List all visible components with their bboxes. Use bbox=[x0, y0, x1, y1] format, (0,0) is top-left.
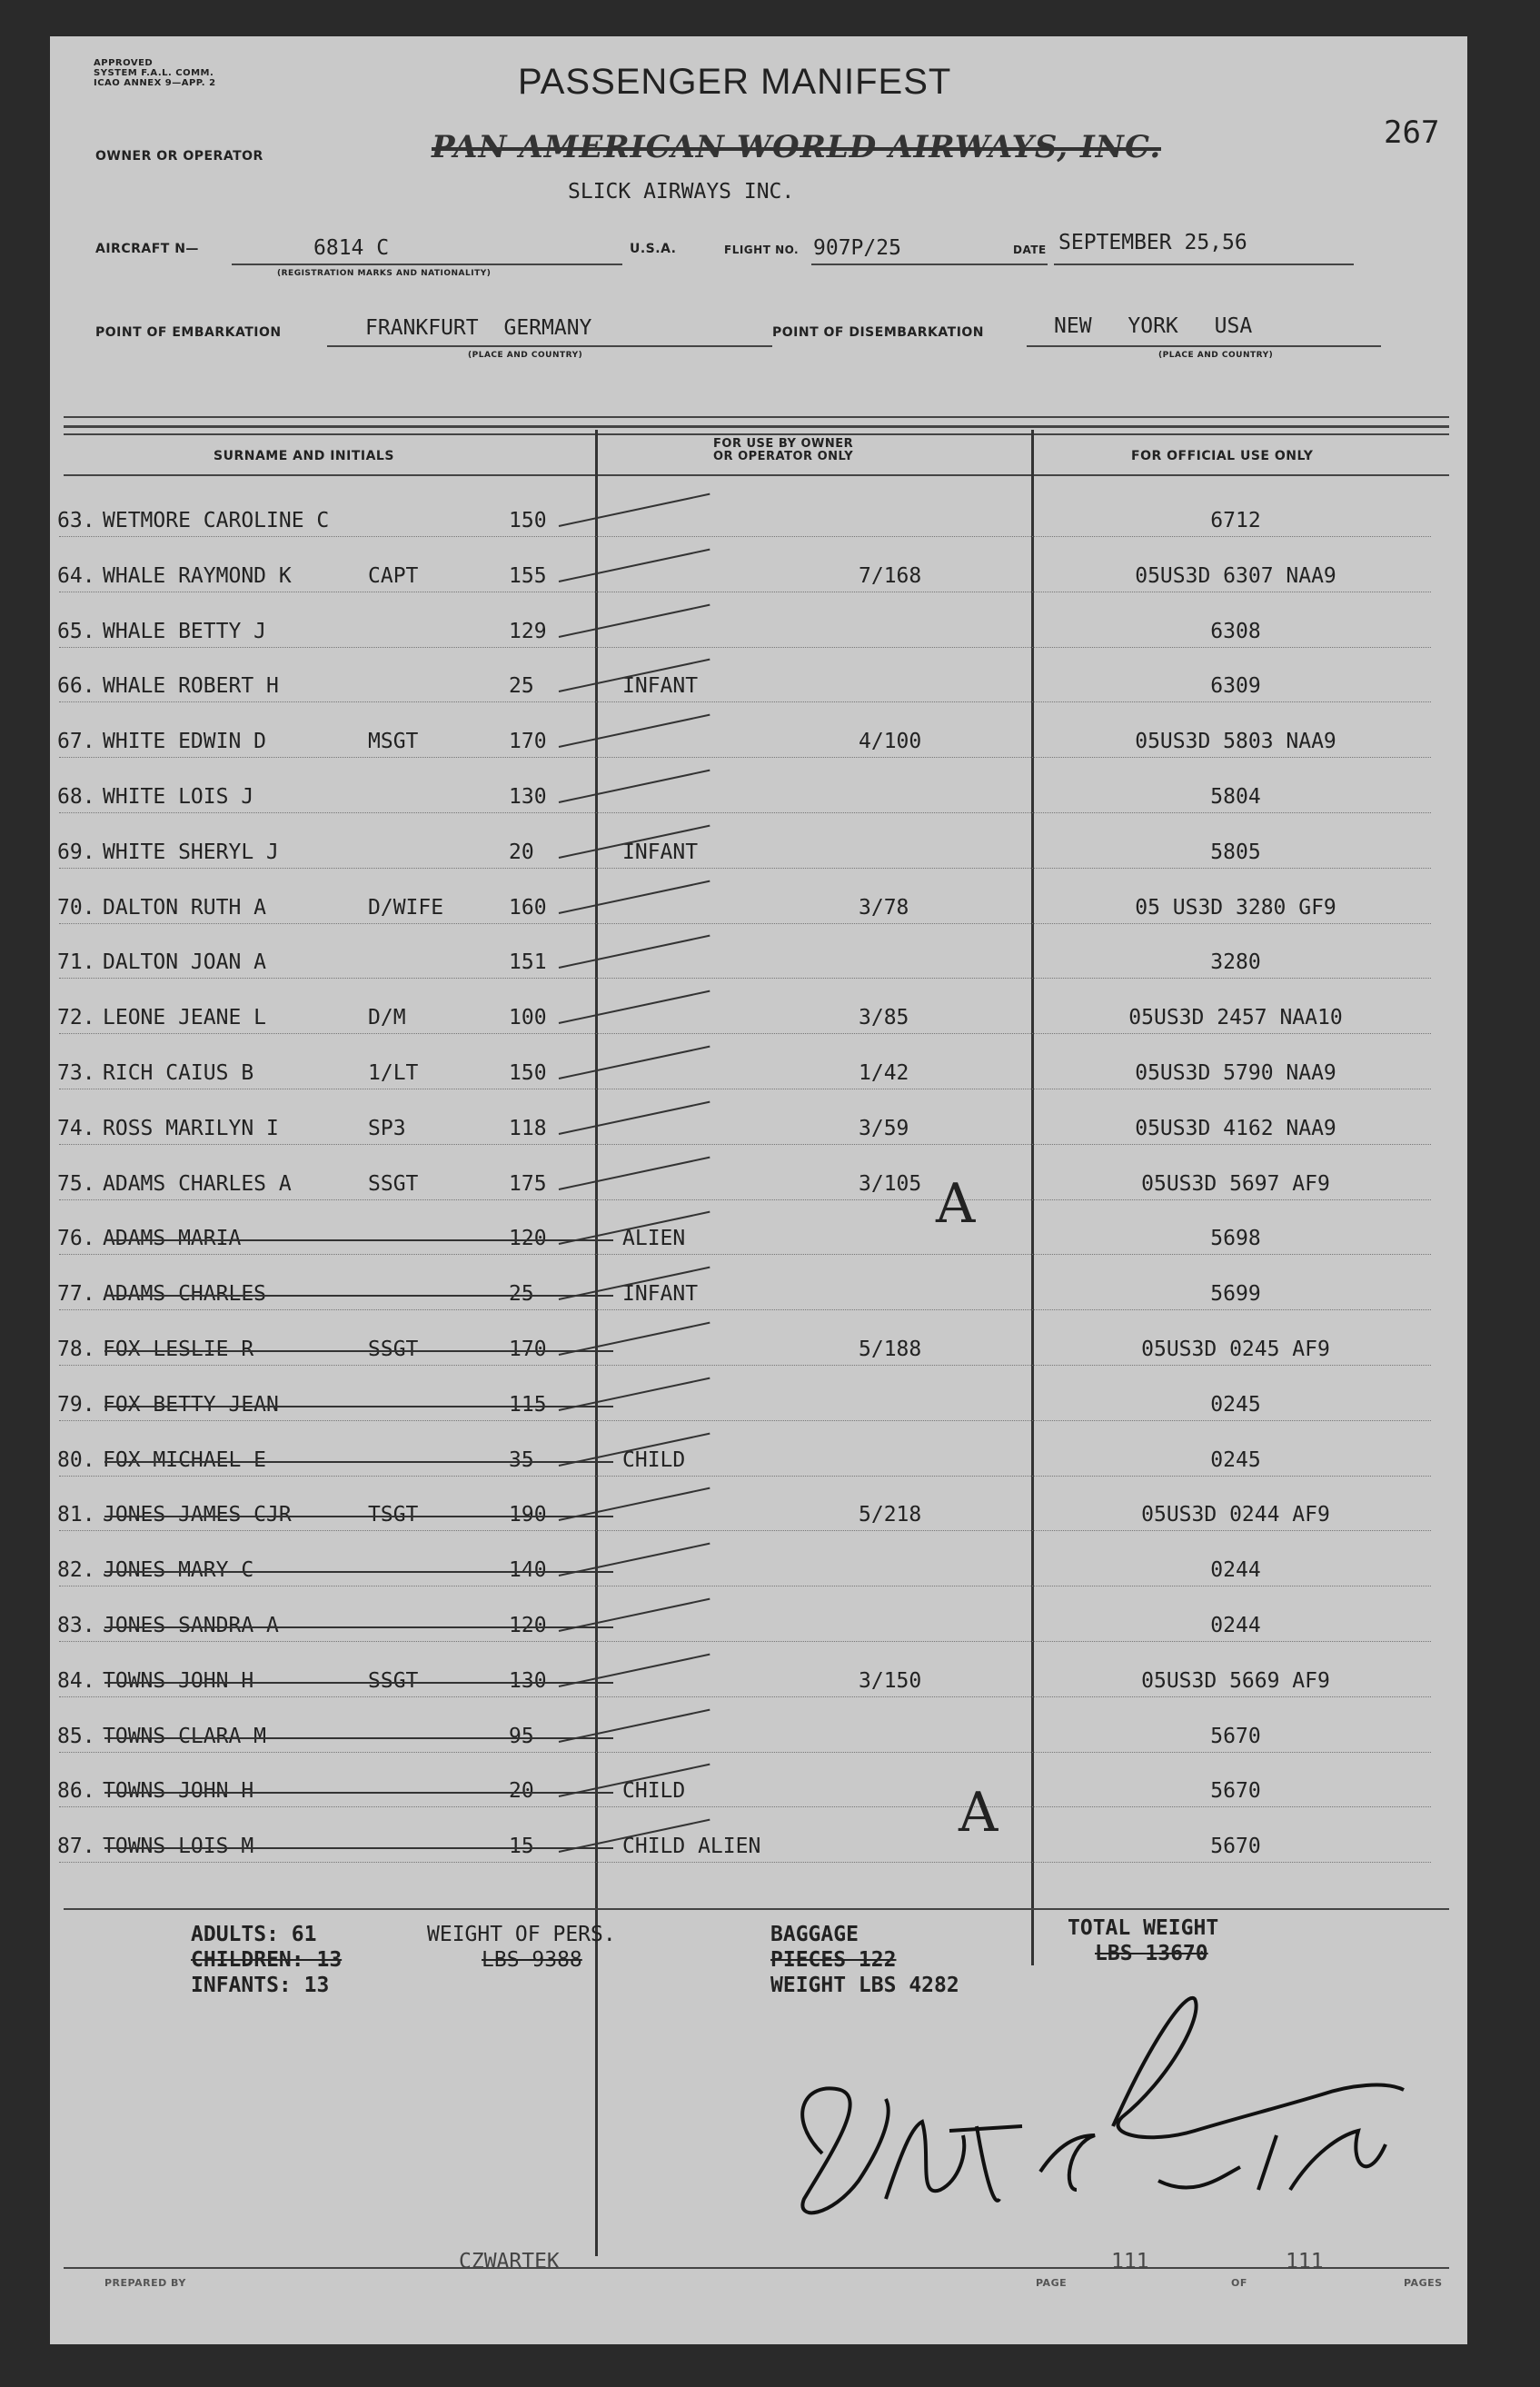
column-header-official: FOR OFFICIAL USE ONLY bbox=[1131, 449, 1314, 463]
row-number: 71. bbox=[57, 950, 95, 975]
row-underline bbox=[59, 701, 1431, 702]
row-number: 78. bbox=[57, 1338, 95, 1361]
official-entry: 05US3D 4162 NAA9 bbox=[1135, 1116, 1336, 1140]
approval-line: SYSTEM F.A.L. COMM. bbox=[94, 68, 214, 78]
passenger-remark: ALIEN bbox=[622, 1227, 686, 1251]
passenger-weight: 20 bbox=[509, 1779, 534, 1804]
table-row bbox=[50, 785, 1467, 821]
footer-rule bbox=[64, 2267, 1449, 2269]
baggage-entry: 3/105 bbox=[859, 1171, 922, 1196]
passenger-name: TOWNS LOIS M bbox=[103, 1835, 254, 1859]
passenger-remark: CHILD bbox=[622, 1447, 686, 1472]
table-top-rule bbox=[64, 433, 1449, 435]
table-row bbox=[50, 674, 1467, 711]
passenger-weight: 120 bbox=[509, 1227, 547, 1251]
official-entry: 05US3D 5803 NAA9 bbox=[1135, 730, 1336, 754]
row-underline bbox=[59, 923, 1431, 924]
passenger-name: ADAMS CHARLES A bbox=[103, 1171, 292, 1196]
official-entry: 5670 bbox=[1210, 1779, 1261, 1804]
total-weight-value: LBS 13670 bbox=[1095, 1942, 1208, 1965]
row-number: 73. bbox=[57, 1061, 95, 1085]
table-row bbox=[50, 1558, 1467, 1595]
approval-line: APPROVED bbox=[94, 58, 154, 68]
row-underline bbox=[59, 1476, 1431, 1477]
official-entry: 6309 bbox=[1210, 674, 1261, 699]
passenger-name: FOX LESLIE R bbox=[103, 1338, 254, 1361]
approval-block bbox=[94, 58, 216, 88]
baggage-entry: 5/218 bbox=[859, 1503, 922, 1527]
page-title: PASSENGER MANIFEST bbox=[518, 62, 952, 102]
table-row bbox=[50, 1779, 1467, 1815]
embark-sub: (PLACE AND COUNTRY) bbox=[468, 351, 583, 360]
row-underline bbox=[59, 536, 1431, 537]
infants-count: INFANTS: 13 bbox=[191, 1974, 330, 1997]
pages-label: PAGES bbox=[1404, 2277, 1443, 2289]
passenger-weight: 155 bbox=[509, 563, 547, 588]
passenger-name: ADAMS MARIA bbox=[103, 1227, 242, 1251]
row-underline bbox=[59, 647, 1431, 648]
passenger-weight: 25 bbox=[509, 1282, 534, 1307]
disembark-value: NEW YORK USA bbox=[1054, 314, 1253, 338]
passenger-name: FOX BETTY JEAN bbox=[103, 1392, 279, 1417]
official-entry: 0245 bbox=[1210, 1392, 1261, 1417]
table-row bbox=[50, 1503, 1467, 1539]
row-number: 77. bbox=[57, 1282, 95, 1307]
row-strike-through bbox=[104, 1682, 613, 1684]
page-value: 111 bbox=[1111, 2250, 1149, 2273]
official-entry: 05 US3D 3280 GF9 bbox=[1135, 895, 1336, 920]
flight-label: FLIGHT NO. bbox=[724, 244, 800, 256]
official-entry: 5699 bbox=[1210, 1282, 1261, 1307]
passenger-name: WETMORE CAROLINE C bbox=[103, 509, 330, 532]
row-strike-through bbox=[104, 1239, 613, 1241]
official-entry: 0245 bbox=[1210, 1447, 1261, 1472]
table-row bbox=[50, 1448, 1467, 1485]
total-weight-block bbox=[1068, 1915, 1218, 1966]
row-strike-through bbox=[104, 1737, 613, 1739]
row-underline bbox=[59, 1199, 1431, 1200]
row-underline bbox=[59, 812, 1431, 813]
row-number: 67. bbox=[57, 730, 95, 754]
official-entry: 05US3D 0245 AF9 bbox=[1141, 1338, 1330, 1361]
row-number: 87. bbox=[57, 1835, 95, 1859]
official-entry: 3280 bbox=[1210, 950, 1261, 975]
table-row bbox=[50, 509, 1467, 545]
tick-mark bbox=[559, 770, 710, 803]
tick-mark bbox=[559, 1046, 710, 1079]
official-entry: 05US3D 5697 AF9 bbox=[1141, 1171, 1330, 1196]
aircraft-underline bbox=[232, 264, 622, 265]
row-number: 82. bbox=[57, 1558, 95, 1583]
date-underline bbox=[1054, 264, 1354, 265]
passenger-name: WHITE SHERYL J bbox=[103, 840, 279, 864]
table-row bbox=[50, 1006, 1467, 1042]
official-entry: 0244 bbox=[1210, 1614, 1261, 1637]
row-underline bbox=[59, 757, 1431, 758]
row-number: 65. bbox=[57, 619, 95, 643]
passenger-name: RICH CAIUS B bbox=[103, 1061, 254, 1085]
manifest-sheet bbox=[50, 36, 1467, 2344]
row-number: 69. bbox=[57, 840, 95, 864]
of-value: 111 bbox=[1286, 2250, 1324, 2273]
table-row bbox=[50, 896, 1467, 932]
column-header-surname: SURNAME AND INITIALS bbox=[214, 449, 394, 463]
row-number: 86. bbox=[57, 1779, 95, 1804]
passenger-rank: MSGT bbox=[368, 730, 419, 754]
passenger-name: LEONE JEANE L bbox=[103, 1006, 267, 1030]
tick-mark bbox=[559, 714, 710, 748]
signature bbox=[768, 1972, 1458, 2235]
passenger-name: WHITE LOIS J bbox=[103, 785, 254, 809]
aircraft-sub: (REGISTRATION MARKS AND NATIONALITY) bbox=[277, 269, 492, 278]
date-value: SEPTEMBER 25,56 bbox=[1058, 231, 1247, 254]
row-number: 84. bbox=[57, 1668, 95, 1693]
official-entry: 5698 bbox=[1210, 1227, 1261, 1251]
official-entry: 6308 bbox=[1210, 619, 1261, 643]
crossout-line bbox=[432, 147, 1161, 151]
row-number: 68. bbox=[57, 785, 95, 809]
row-underline bbox=[59, 1309, 1431, 1310]
passenger-weight: 120 bbox=[509, 1614, 547, 1637]
passenger-rank: SSGT bbox=[368, 1668, 419, 1693]
passenger-name: JONES JAMES CJR bbox=[103, 1503, 292, 1527]
official-entry: 6712 bbox=[1210, 509, 1261, 532]
weight-value: LBS 9388 bbox=[482, 1948, 582, 1972]
row-underline bbox=[59, 868, 1431, 869]
row-number: 79. bbox=[57, 1392, 95, 1417]
table-row bbox=[50, 1835, 1467, 1871]
flight-underline bbox=[811, 264, 1048, 265]
passenger-name: WHALE RAYMOND K bbox=[103, 563, 292, 588]
row-strike-through bbox=[104, 1626, 613, 1628]
flight-value: 907P/25 bbox=[813, 236, 901, 260]
passenger-rank: SSGT bbox=[368, 1171, 419, 1196]
passenger-rank: SSGT bbox=[368, 1338, 419, 1361]
embark-label: POINT OF EMBARKATION bbox=[95, 325, 282, 340]
table-row bbox=[50, 730, 1467, 766]
page-stamp: 267 bbox=[1384, 114, 1440, 151]
passenger-weight: 160 bbox=[509, 895, 547, 920]
row-underline bbox=[59, 1696, 1431, 1697]
row-number: 64. bbox=[57, 563, 95, 588]
passenger-weight: 151 bbox=[509, 950, 547, 975]
annotation-mark: A bbox=[936, 1172, 976, 1236]
passenger-rank: CAPT bbox=[368, 563, 419, 588]
passenger-weight: 15 bbox=[509, 1835, 534, 1859]
passenger-weight: 150 bbox=[509, 1061, 547, 1085]
passenger-weight: 140 bbox=[509, 1558, 547, 1583]
row-underline bbox=[59, 1530, 1431, 1531]
passenger-weight: 118 bbox=[509, 1116, 547, 1140]
passenger-name: TOWNS JOHN H bbox=[103, 1668, 254, 1693]
table-row bbox=[50, 1117, 1467, 1153]
baggage-entry: 4/100 bbox=[859, 730, 922, 754]
tick-mark bbox=[559, 880, 710, 913]
passenger-name: TOWNS CLARA M bbox=[103, 1724, 267, 1748]
row-number: 74. bbox=[57, 1116, 95, 1140]
table-row bbox=[50, 1669, 1467, 1706]
official-entry: 5805 bbox=[1210, 840, 1261, 864]
baggage-entry: 1/42 bbox=[859, 1061, 909, 1085]
baggage-pieces: PIECES 122 bbox=[770, 1948, 897, 1972]
row-strike-through bbox=[104, 1516, 613, 1517]
row-underline bbox=[59, 978, 1431, 979]
passenger-name: WHALE BETTY J bbox=[103, 619, 267, 643]
disembark-sub: (PLACE AND COUNTRY) bbox=[1158, 351, 1274, 360]
passenger-rank: TSGT bbox=[368, 1503, 419, 1527]
passenger-weight: 175 bbox=[509, 1171, 547, 1196]
row-strike-through bbox=[104, 1571, 613, 1573]
owner-typed: SLICK AIRWAYS INC. bbox=[568, 180, 795, 204]
row-number: 80. bbox=[57, 1447, 95, 1472]
passenger-name: WHALE ROBERT H bbox=[103, 674, 279, 699]
passenger-remark: INFANT bbox=[622, 1282, 699, 1307]
passenger-remark: CHILD ALIEN bbox=[622, 1835, 761, 1859]
row-number: 76. bbox=[57, 1227, 95, 1251]
prepared-value: CZWARTEK bbox=[459, 2250, 560, 2273]
table-row bbox=[50, 1172, 1467, 1208]
total-weight-label: TOTAL WEIGHT bbox=[1068, 1916, 1219, 1940]
approval-line: ICAO ANNEX 9—APP. 2 bbox=[94, 78, 216, 88]
tick-mark bbox=[559, 935, 710, 969]
tick-mark bbox=[559, 1156, 710, 1189]
row-underline bbox=[59, 1752, 1431, 1753]
page-label: PAGE bbox=[1036, 2277, 1068, 2289]
passenger-weight: 115 bbox=[509, 1392, 547, 1417]
passenger-name: WHITE EDWIN D bbox=[103, 730, 267, 754]
passenger-rank: D/WIFE bbox=[368, 895, 444, 920]
baggage-label: BAGGAGE bbox=[770, 1923, 859, 1946]
weight-label: WEIGHT OF PERS. bbox=[427, 1923, 616, 1946]
passenger-weight: 190 bbox=[509, 1503, 547, 1527]
passenger-name: ADAMS CHARLES bbox=[103, 1282, 267, 1307]
totals-rule bbox=[64, 1908, 1449, 1910]
header-bottom-rule bbox=[64, 474, 1449, 476]
owner-label: OWNER OR OPERATOR bbox=[95, 149, 263, 164]
row-number: 81. bbox=[57, 1503, 95, 1527]
table-row bbox=[50, 1338, 1467, 1374]
official-entry: 0244 bbox=[1210, 1558, 1261, 1583]
row-underline bbox=[59, 1806, 1431, 1807]
table-row bbox=[50, 620, 1467, 656]
passenger-remark: INFANT bbox=[622, 674, 699, 699]
passenger-name: JONES SANDRA A bbox=[103, 1614, 279, 1637]
baggage-entry: 7/168 bbox=[859, 563, 922, 588]
tick-mark bbox=[559, 990, 710, 1024]
row-underline bbox=[59, 1365, 1431, 1366]
official-entry: 05US3D 5669 AF9 bbox=[1141, 1668, 1330, 1693]
tick-mark bbox=[559, 603, 710, 637]
row-underline bbox=[59, 1641, 1431, 1642]
embark-underline bbox=[327, 345, 772, 347]
table-row bbox=[50, 564, 1467, 601]
row-underline bbox=[59, 1254, 1431, 1255]
table-row bbox=[50, 1725, 1467, 1761]
tick-mark bbox=[559, 548, 710, 582]
row-underline bbox=[59, 1862, 1431, 1863]
official-entry: 05US3D 0244 AF9 bbox=[1141, 1503, 1330, 1527]
passenger-weight: 170 bbox=[509, 730, 547, 754]
row-underline bbox=[59, 1144, 1431, 1145]
official-entry: 5670 bbox=[1210, 1835, 1261, 1859]
passenger-name: FOX MICHAEL E bbox=[103, 1447, 267, 1472]
annotation-mark: A bbox=[959, 1781, 999, 1845]
passenger-weight: 100 bbox=[509, 1006, 547, 1030]
row-number: 85. bbox=[57, 1724, 95, 1748]
baggage-entry: 5/188 bbox=[859, 1338, 922, 1361]
aircraft-value: 6814 C bbox=[313, 236, 390, 260]
passenger-weight: 130 bbox=[509, 1668, 547, 1693]
official-entry: 05US3D 2457 NAA10 bbox=[1128, 1006, 1343, 1030]
passenger-rank: D/M bbox=[368, 1006, 406, 1030]
passenger-weight: 150 bbox=[509, 509, 547, 532]
row-strike-through bbox=[104, 1461, 613, 1463]
row-number: 63. bbox=[57, 509, 95, 532]
passenger-name: ROSS MARILYN I bbox=[103, 1116, 279, 1140]
tick-mark bbox=[559, 1100, 710, 1134]
baggage-entry: 3/59 bbox=[859, 1116, 909, 1140]
passenger-weight: 25 bbox=[509, 674, 534, 699]
passenger-name: JONES MARY C bbox=[103, 1558, 254, 1583]
official-entry: 5804 bbox=[1210, 785, 1261, 809]
table-row bbox=[50, 840, 1467, 877]
row-number: 72. bbox=[57, 1006, 95, 1030]
disembark-underline bbox=[1027, 345, 1381, 347]
official-entry: 05US3D 5790 NAA9 bbox=[1135, 1061, 1336, 1085]
baggage-weight: WEIGHT LBS 4282 bbox=[770, 1974, 959, 1997]
weight-of-persons bbox=[427, 1922, 616, 1973]
official-entry: 05US3D 6307 NAA9 bbox=[1135, 563, 1336, 588]
passenger-remark: INFANT bbox=[622, 840, 699, 864]
passenger-weight: 129 bbox=[509, 619, 547, 643]
table-top-rule bbox=[64, 425, 1449, 428]
date-label: DATE bbox=[1013, 244, 1047, 256]
passenger-remark: CHILD bbox=[622, 1779, 686, 1804]
table-row bbox=[50, 1282, 1467, 1318]
owner-use-line: FOR USE BY OWNER bbox=[713, 437, 854, 451]
baggage-entry: 3/150 bbox=[859, 1668, 922, 1693]
row-strike-through bbox=[104, 1847, 613, 1849]
row-strike-through bbox=[104, 1350, 613, 1352]
passenger-name: DALTON JOAN A bbox=[103, 950, 267, 975]
owner-use-line: OR OPERATOR ONLY bbox=[713, 450, 854, 463]
usa-label: U.S.A. bbox=[630, 242, 677, 256]
row-strike-through bbox=[104, 1295, 613, 1297]
official-entry: 5670 bbox=[1210, 1724, 1261, 1748]
column-header-owner-use bbox=[713, 438, 853, 463]
row-strike-through bbox=[104, 1406, 613, 1407]
baggage-entry: 3/78 bbox=[859, 895, 909, 920]
passenger-rank: SP3 bbox=[368, 1116, 406, 1140]
prepared-label: PREPARED BY bbox=[104, 2277, 186, 2289]
passenger-weight: 35 bbox=[509, 1447, 534, 1472]
table-row bbox=[50, 950, 1467, 987]
row-number: 70. bbox=[57, 895, 95, 920]
passenger-rank: 1/LT bbox=[368, 1061, 419, 1085]
table-row bbox=[50, 1614, 1467, 1650]
row-number: 83. bbox=[57, 1614, 95, 1637]
row-number: 66. bbox=[57, 674, 95, 699]
row-underline bbox=[59, 1033, 1431, 1034]
table-top-rule bbox=[64, 416, 1449, 418]
aircraft-label: AIRCRAFT N— bbox=[95, 242, 199, 256]
embark-value: FRANKFURT GERMANY bbox=[365, 316, 592, 340]
table-row bbox=[50, 1227, 1467, 1263]
baggage-entry: 3/85 bbox=[859, 1006, 909, 1030]
passenger-name: DALTON RUTH A bbox=[103, 895, 267, 920]
totals-counts bbox=[191, 1922, 342, 1998]
of-label: OF bbox=[1231, 2277, 1247, 2289]
passenger-weight: 130 bbox=[509, 785, 547, 809]
row-underline bbox=[59, 1420, 1431, 1421]
passenger-weight: 20 bbox=[509, 840, 534, 864]
owner-printed-crossed: PAN AMERICAN WORLD AIRWAYS, INC. bbox=[432, 129, 1162, 165]
children-count: CHILDREN: 13 bbox=[191, 1948, 343, 1972]
tick-mark bbox=[559, 493, 710, 527]
passenger-weight: 170 bbox=[509, 1338, 547, 1361]
passenger-weight: 95 bbox=[509, 1724, 534, 1748]
passenger-name: TOWNS JOHN H bbox=[103, 1779, 254, 1804]
table-row bbox=[50, 1061, 1467, 1098]
table-row bbox=[50, 1393, 1467, 1429]
disembark-label: POINT OF DISEMBARKATION bbox=[772, 325, 985, 340]
row-strike-through bbox=[104, 1792, 613, 1794]
row-number: 75. bbox=[57, 1171, 95, 1196]
adults-count: ADULTS: 61 bbox=[191, 1923, 317, 1946]
